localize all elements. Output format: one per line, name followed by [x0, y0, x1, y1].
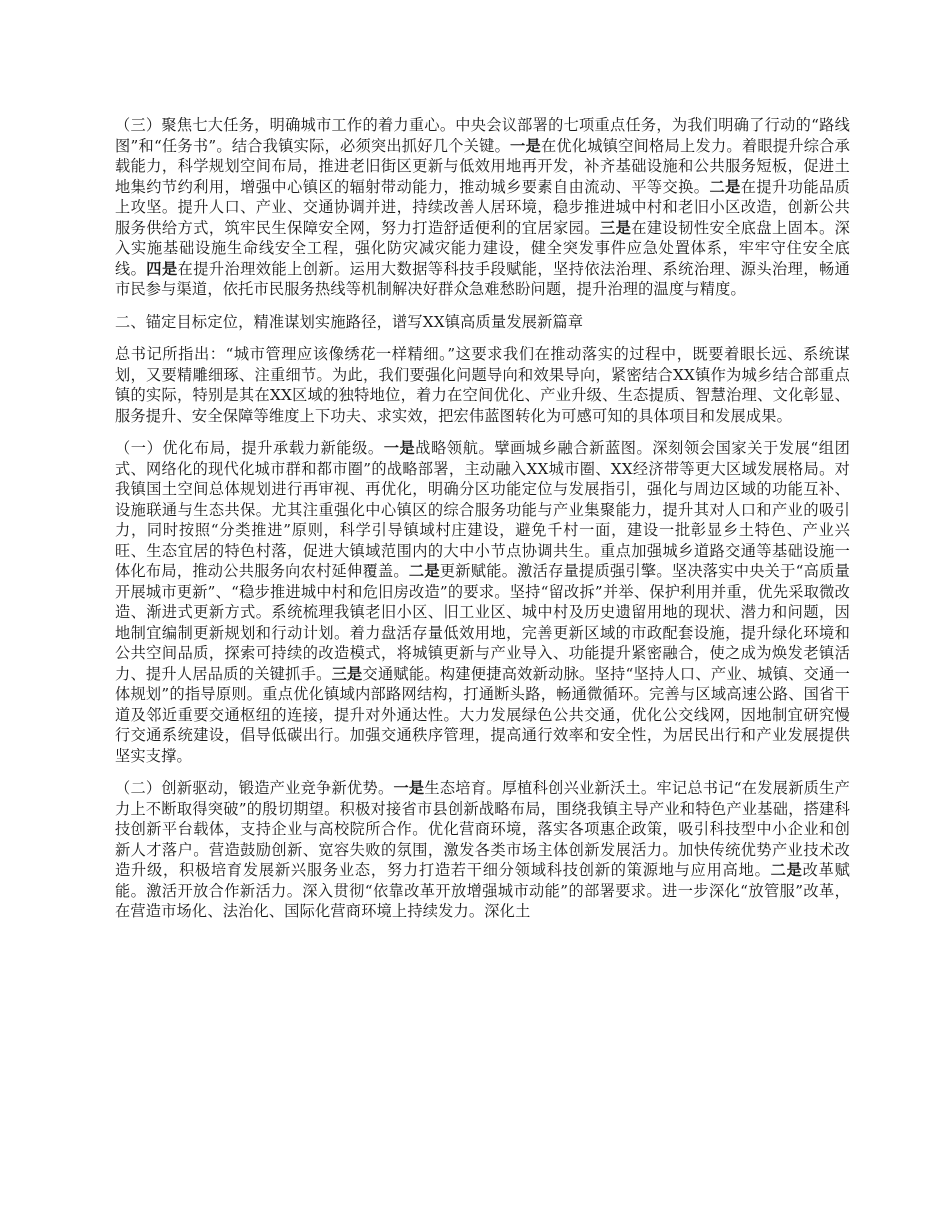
paragraph-intro [115, 344, 850, 426]
text-run: （三）聚焦七大任务，明确城市工作的着力重心。中央会议部署的七项重点任务，为我们明确了行动的“路线图”和“任务书”。结合我镇实际，必须突出抓好几个关键。 [115, 116, 850, 155]
emphasis-marker: 二是 [408, 562, 440, 580]
paragraph-innovation-driven [115, 778, 850, 922]
text-run: 在提升功能品质上攻坚。提升人口、产业、交通协调并进，持续改善人居环境，稳步推进城中村和老旧小区改造，创新公共服务供给方式，筑牢民生保障安全网，努力打造舒适便利的宜居家园。 [115, 177, 850, 237]
emphasis-marker: 三是 [599, 218, 632, 237]
emphasis-marker: 一是 [383, 439, 416, 457]
emphasis-marker: 二是 [709, 177, 741, 196]
text-run: 生态培育。厚植科创兴业新沃土。牢记总书记“在发展新质生产力上不断取得突破”的殷切期望。积极对接省市县创新战略布局，围绕我镇主导产业和特色产业基础，搭建科技创新平台载体，支持企业与高校院所合作。优化营商环境，落实各项惠企政策，吸引科技型中小企业和创新人才落户。营造鼓励创新、宽容失败的氛围，激发各类市场主体创新发展活力。加快传统优势产业技术改造升级，积极培育发展新兴服务业态，努力打造若干细分领域科技创新的策源地与应用高地。 [115, 779, 850, 879]
document-page [115, 115, 850, 934]
emphasis-marker: 二是 [770, 861, 803, 879]
text-run: 战略领航。擘画城乡融合新蓝图。深刻领会国家关于发展“组团式、网络化的现代化城市群和都市圈”的战略部署，主动融入XX城市圈、XX经济带等更大区域发展格局。对我镇国土空间总体规划进行再审视、再优化，明确分区功能定位与发展指引，强化与周边区域的功能互补、设施联通与生态共保。尤其注重强化中心镇区的综合服务功能与产业集聚能力，提升其对人口和产业的吸引力，同时按照“分类推进”原则，科学引导镇域村庄建设，避免千村一面，建设一批彰显乡土特色、产业兴旺、生态宜居的特色村落，促进大镇域范围内的大中小节点协调共生。重点加强城乡道路交通等基础设施一体化布局，推动公共服务向农村延伸覆盖。 [115, 439, 850, 580]
paragraph-task-focus [115, 115, 850, 300]
text-run: （二）创新驱动，锻造产业竞争新优势。 [115, 779, 394, 797]
text-run: 交通赋能。构建便捷高效新动脉。坚持“坚持人口、产业、城镇、交通一体规划”的指导原则。重点优化镇域内部路网结构，打通断头路，畅通微循环。完善与区域高速公路、国省干道及邻近重要交通枢纽的连接，提升对外通达性。大力发展绿色公共交通，优化公交线网，因地制宜研究慢行交通系统建设，倡导低碳出行。加强交通秩序管理，提高通行效率和安全性，为居民出行和产业发展提供坚实支撑。 [115, 664, 850, 765]
emphasis-marker: 一是 [510, 136, 541, 155]
paragraph-layout-optimization [115, 438, 850, 766]
emphasis-marker: 三是 [331, 664, 363, 683]
emphasis-marker: 四是 [146, 259, 178, 278]
text-run: 改革赋能。激活开放合作新活力。深入贯彻“依靠改革开放增强城市动能”的部署要求。进一步深化“放管服”改革，在营造市场化、法治化、国际化营商环境上持续发力。深化土 [115, 861, 850, 920]
text-run: 在提升治理效能上创新。运用大数据等科技手段赋能，坚持依法治理、系统治理、源头治理，畅通市民参与渠道，依托市民服务热线等机制解决好群众急难愁盼问题，提升治理的温度与精度。 [115, 259, 850, 298]
text-run: 在优化城镇空间格局上发力。着眼提升综合承载能力，科学规划空间布局，推进老旧街区更新与低效用地再开发，补齐基础设施和公共服务短板，促进土地集约节约利用，增强中心镇区的辐射带动能力，推动城乡要素自由流动、平等交换。 [115, 136, 850, 196]
emphasis-marker: 一是 [393, 779, 425, 797]
text-run: （一）优化布局，提升承载力新能级。 [115, 439, 384, 457]
text-run: 更新赋能。激活存量提质强引擎。坚决落实中央关于“高质量开展城市更新”、“稳步推进城中村和危旧房改造”的要求。坚持“留改拆”并举、保护利用并重，优先采取微改造、渐进式更新方式。系统梳理我镇老旧小区、旧工业区、城中村及历史遗留用地的现状、潜力和问题，因地制宜编制更新规划和行动计划。着力盘活存量低效用地，完善更新区域的市政配套设施，提升绿化环境和公共空间品质，探索可持续的改造模式，将城镇更新与产业导入、功能提升紧密融合，使之成为焕发老镇活力、提升人居品质的关键抓手。 [115, 562, 850, 683]
text-run: 总书记所指出：“城市管理应该像绣花一样精细。”这要求我们在推动落实的过程中，既要着眼长远、系统谋划，又要精雕细琢、注重细节。为此，我们要强化问题导向和效果导向，紧密结合XX镇作为城乡结合部重点镇的实际，特别是其在XX区域的独特地位，着力在空间优化、产业升级、生态提质、智慧治理、文化彰显、服务提升、安全保障等维度上下功夫、求实效，把宏伟蓝图转化为可感可知的具体项目和发展成果。 [115, 345, 850, 425]
section-heading: 二、锚定目标定位，精准谋划实施路径，谱写XX镇高质量发展新篇章 [115, 312, 584, 331]
text-run: 在建设韧性安全底盘上固本。深入实施基础设施生命线安全工程，强化防灾减灾能力建设，健全突发事件应急处置体系，牢牢守住安全底线。 [115, 218, 851, 278]
